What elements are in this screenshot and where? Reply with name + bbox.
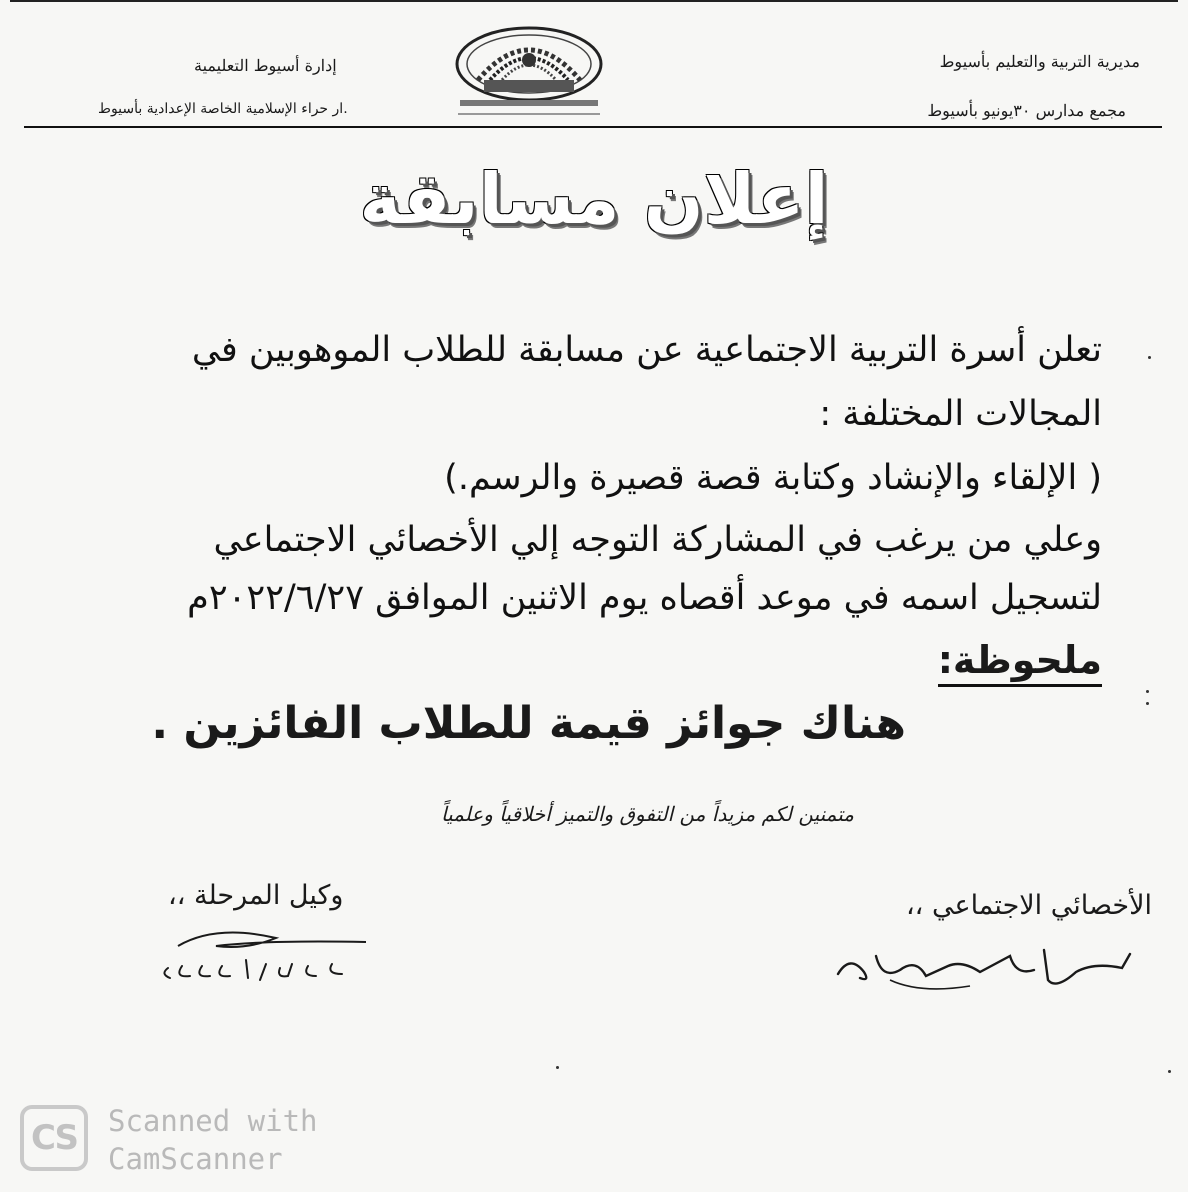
announcement-title: إعلان مسابقة [359, 158, 829, 240]
header-administration: إدارة أسيوط التعليمية [194, 56, 337, 75]
social-worker-title: الأخصائي الاجتماعي ،، [905, 890, 1152, 921]
header-divider [24, 126, 1162, 128]
speck [1146, 690, 1149, 693]
scan-top-edge [10, 0, 1178, 2]
header-school-complex: مجمع مدارس ٣٠يونيو بأسيوط [927, 101, 1126, 120]
header-school-name: .ار حراء الإسلامية الخاصة الإعدادية بأسيوط [98, 101, 348, 117]
body-line-5: لتسجيل اسمه في موعد أقصاه يوم الاثنين الموافق ٢٠٢٢/٦/٢٧م [187, 578, 1102, 618]
stage-deputy-title: وكيل المرحلة ،، [168, 880, 344, 911]
closing-wishes: متمنين لكم مزيداً من التفوق والتميز أخلاقياً وعلمياً [441, 802, 854, 826]
body-line-2: المجالات المختلفة : [819, 394, 1102, 434]
body-line-1: تعلن أسرة التربية الاجتماعية عن مسابقة للطلاب الموهوبين في [191, 330, 1102, 370]
body-line-3: ( الإلقاء والإنشاد وكتابة قصة قصيرة والرسم.) [444, 458, 1102, 498]
watermark-line-2: CamScanner [108, 1142, 283, 1176]
speck [1148, 356, 1151, 359]
speck [1168, 1070, 1171, 1073]
speck [556, 1066, 559, 1069]
note-label: ملحوظة: [938, 638, 1102, 687]
header-directorate: مديرية التربية والتعليم بأسيوط [939, 52, 1140, 71]
school-logo [438, 22, 620, 124]
prize-note: هناك جوائز قيمة للطلاب الفائزين . [151, 698, 906, 749]
speck [1146, 702, 1149, 705]
social-worker-signature [830, 936, 1140, 1006]
watermark-line-1: Scanned with [108, 1104, 318, 1138]
stage-deputy-signature [156, 920, 376, 990]
body-line-4: وعلي من يرغب في المشاركة التوجه إلي الأخصائي الاجتماعي [213, 520, 1102, 560]
camscanner-logo: CS [20, 1105, 88, 1171]
